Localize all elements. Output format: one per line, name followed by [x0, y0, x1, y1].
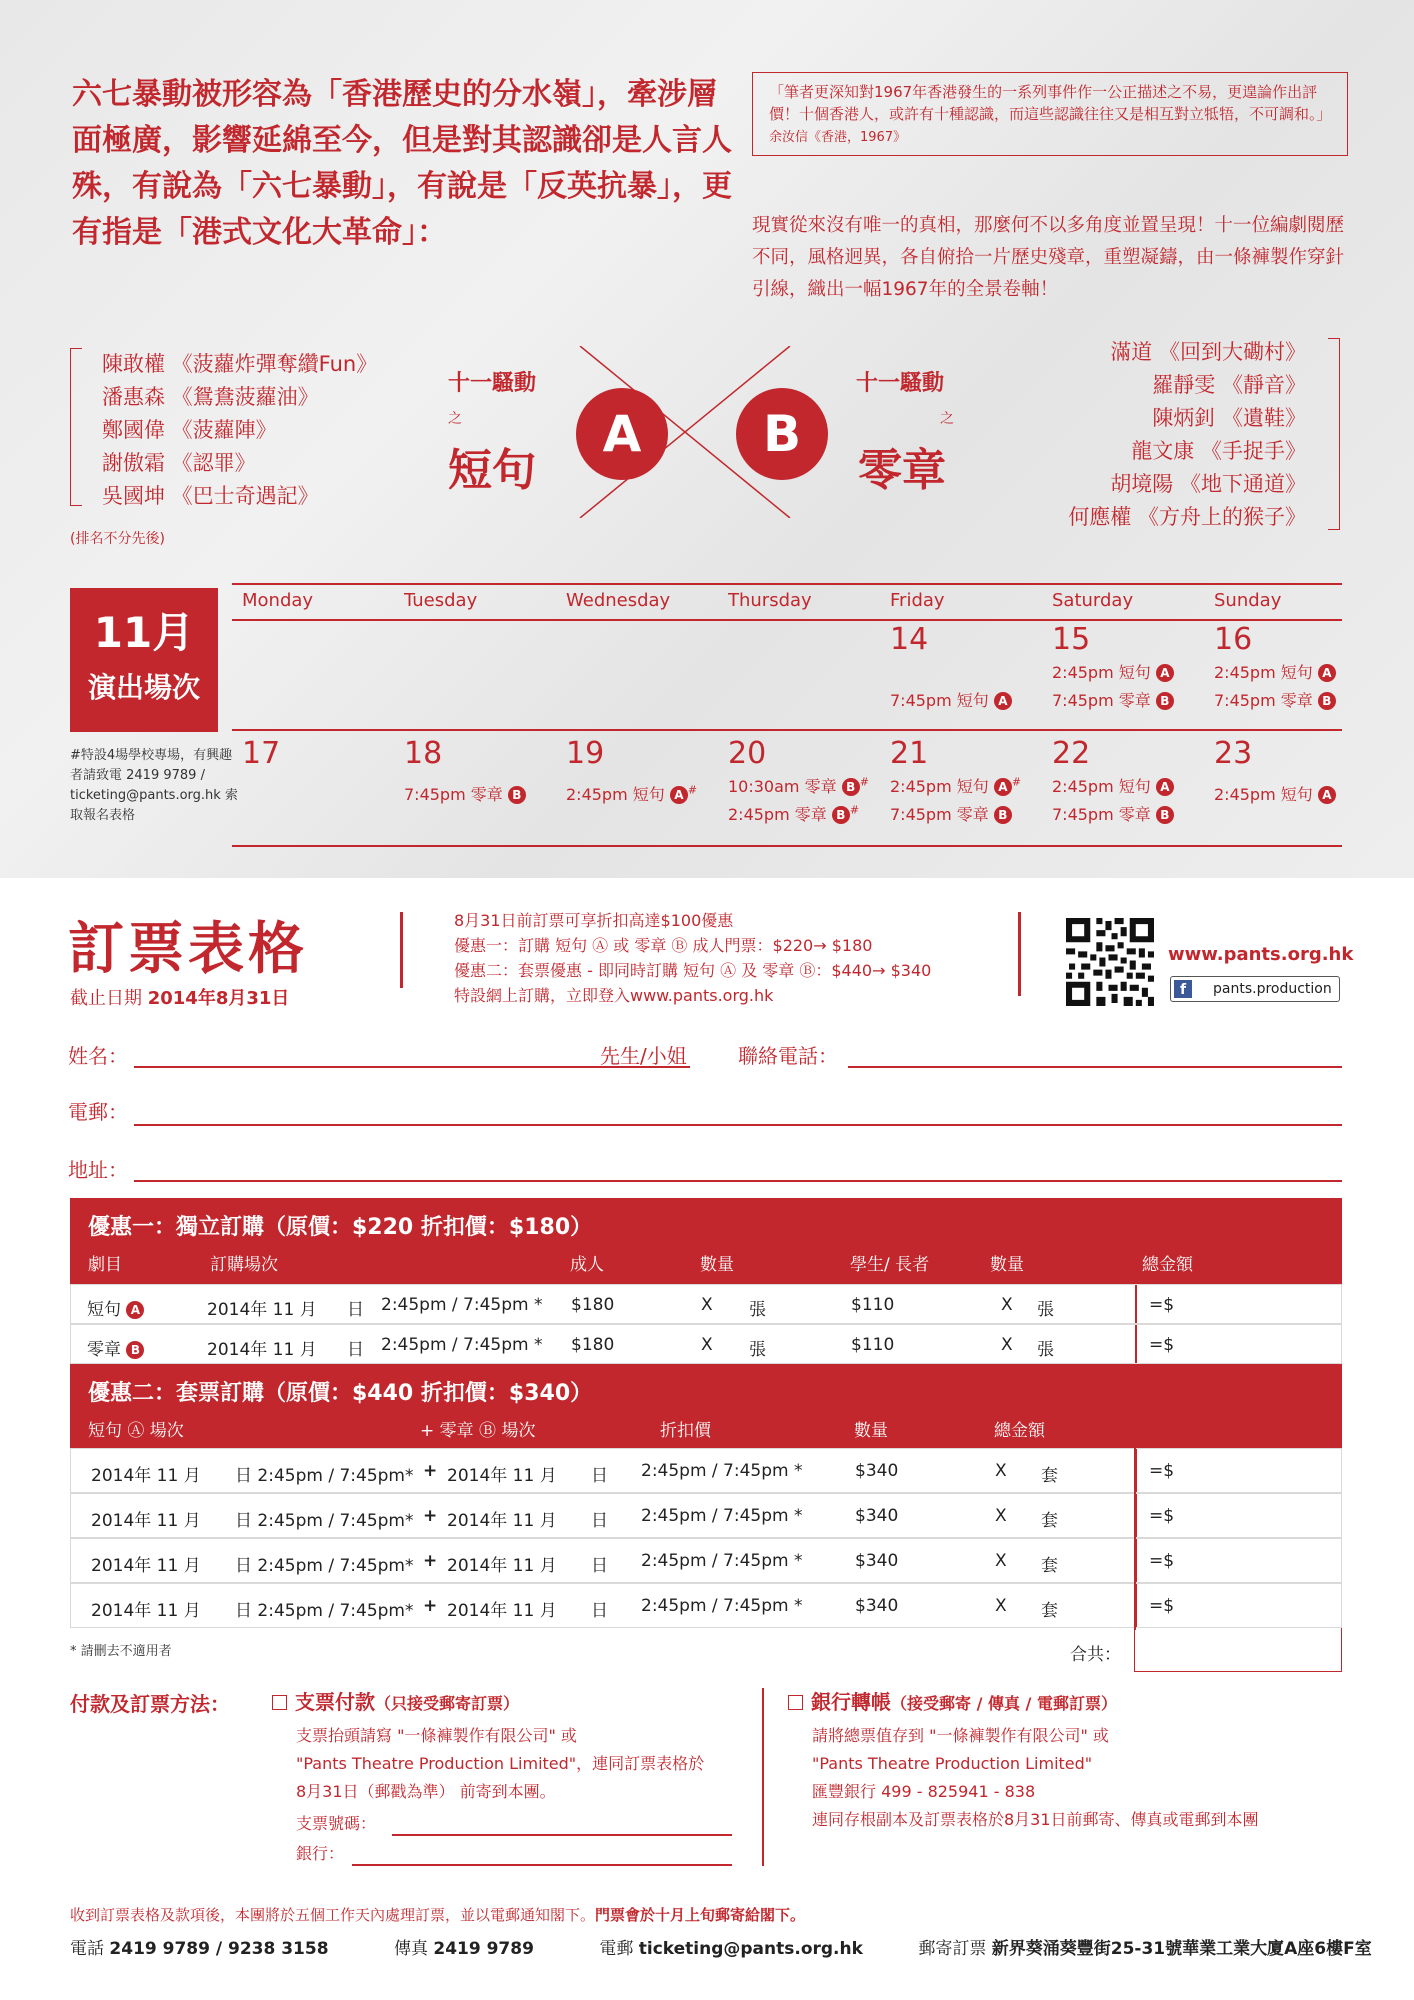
- footer-note-text: 收到訂票表格及款項後，本團將於五個工作天內處理訂票，並以電郵通知閣下。: [70, 1906, 596, 1924]
- row-unit: 套: [1041, 1511, 1058, 1531]
- calendar-session[interactable]: [404, 782, 526, 805]
- month-label: 11月: [93, 608, 195, 657]
- row-time-a: 日 2:45pm / 7:45pm*: [235, 1556, 414, 1576]
- calendar-date: 23: [1214, 736, 1253, 771]
- row-total: =$: [1149, 1551, 1175, 1571]
- row-day-b: 日: [591, 1556, 608, 1576]
- row-adult-price: $180: [571, 1295, 615, 1315]
- calendar-date: 21: [890, 736, 929, 771]
- calendar-session[interactable]: [1052, 688, 1174, 711]
- session-mark: B: [508, 786, 526, 804]
- row-time-b: 2:45pm / 7:45pm *: [641, 1461, 803, 1481]
- show-a-zhi: 之: [448, 411, 462, 427]
- total-divider: [1134, 1448, 1136, 1630]
- bank-label: 銀行：: [296, 1844, 345, 1863]
- row-time-a: 日 2:45pm / 7:45pm*: [235, 1511, 414, 1531]
- session-mark: A: [1318, 786, 1336, 804]
- work-item: 胡境陽 《地下通道》: [1110, 472, 1306, 496]
- show-b-zhi: 之: [940, 411, 954, 427]
- qr-code-icon[interactable]: [1066, 918, 1154, 1006]
- calendar-session[interactable]: [890, 802, 1012, 825]
- deadline-label: 截止日期: [70, 988, 142, 1009]
- session-time: 7:45pm 零章: [890, 805, 989, 824]
- table-row: [70, 1284, 1342, 1324]
- email-contact-label: 電郵: [599, 1939, 634, 1959]
- session-time: 7:45pm 零章: [1052, 805, 1151, 824]
- deadline-date: 2014年8月31日: [147, 988, 290, 1009]
- row-price: $340: [855, 1461, 899, 1481]
- row-x: X: [995, 1596, 1007, 1616]
- title-suffix: 先生/小姐: [600, 1044, 687, 1068]
- session-time: 2:45pm 短句: [1052, 663, 1151, 682]
- day-header: Monday: [242, 590, 314, 611]
- calendar-date: 17: [242, 736, 281, 771]
- calendar-date: 19: [566, 736, 605, 771]
- row-time-a: 日 2:45pm / 7:45pm*: [235, 1601, 414, 1621]
- session-mark: A: [1156, 664, 1174, 682]
- school-note: #特設4場學校專場，有興趣者請致電 2419 9789 / ticketing@pants.org.hk 索取報名表格: [70, 748, 238, 823]
- transfer-title: 銀行轉帳: [811, 1690, 891, 1714]
- show-a-badge: A: [576, 388, 668, 480]
- offer1-header: 成人: [570, 1255, 604, 1275]
- session-mark: B: [1156, 692, 1174, 710]
- facebook-icon: f: [1174, 980, 1192, 998]
- row-x: X: [1001, 1295, 1013, 1315]
- row-total: =$: [1149, 1506, 1175, 1526]
- transfer-option[interactable]: [788, 1688, 1117, 1718]
- show-a-pre: 十一騷動: [448, 371, 537, 396]
- calendar-session[interactable]: [890, 688, 1012, 711]
- divider-1: [400, 912, 403, 988]
- quote-box: [752, 72, 1348, 156]
- bank-field[interactable]: [352, 1864, 732, 1866]
- offer-line: 優惠二：套票優惠 - 即同時訂購 短句 Ⓐ 及 零章 Ⓑ：$440→ $340: [454, 961, 932, 980]
- row-total-divider: [1135, 1285, 1137, 1323]
- offer2-header-qty: 數量: [854, 1421, 888, 1441]
- offer1-header: 總金額: [1142, 1255, 1193, 1275]
- row-date-b: 2014年 11 月: [447, 1466, 557, 1486]
- row-unit: 套: [1041, 1466, 1058, 1486]
- transfer-note: （接受郵寄 / 傳真 / 電郵訂票）: [891, 1694, 1117, 1713]
- works-a-list: [102, 348, 377, 513]
- calendar-session[interactable]: [1214, 782, 1336, 805]
- day-header: Thursday: [728, 590, 812, 611]
- offer2-header-price: 折扣價: [660, 1421, 711, 1441]
- email-field[interactable]: [134, 1124, 1342, 1126]
- row-plus: +: [423, 1506, 438, 1526]
- fax-label: 傳真: [393, 1939, 428, 1959]
- session-mark: B: [832, 806, 850, 824]
- cheque-note: （只接受郵寄訂票）: [375, 1694, 520, 1713]
- address-label: 地址：: [68, 1158, 128, 1182]
- day-header: Friday: [890, 590, 945, 611]
- table-row: [70, 1448, 1342, 1493]
- phone-label: 聯絡電話：: [738, 1044, 838, 1068]
- name-label: 姓名：: [68, 1044, 128, 1068]
- cheque-option[interactable]: [272, 1688, 519, 1718]
- calendar-session[interactable]: [1214, 688, 1336, 711]
- transfer-line: "Pants Theatre Production Limited": [812, 1754, 1093, 1773]
- offer1-header: 數量: [700, 1255, 734, 1275]
- month-subtitle: 演出場次: [87, 671, 200, 704]
- row-show-mark: A: [126, 1301, 144, 1319]
- cheque-line: 8月31日（郵戳為準） 前寄到本團。: [296, 1782, 556, 1801]
- row-date-b: 2014年 11 月: [447, 1556, 557, 1576]
- row-x: X: [701, 1335, 713, 1355]
- table-row: [70, 1493, 1342, 1538]
- offer1-header: 訂購場次: [210, 1255, 278, 1275]
- tel-label: 電話: [70, 1939, 104, 1959]
- row-price: $340: [855, 1506, 899, 1526]
- offer1-header: 數量: [990, 1255, 1024, 1275]
- row-unit: 套: [1041, 1556, 1058, 1576]
- row-plus: +: [423, 1551, 438, 1571]
- facebook-link[interactable]: [1170, 976, 1340, 1002]
- month-box: [70, 588, 218, 732]
- offer2-header-a: 短句 Ⓐ 場次: [88, 1421, 184, 1441]
- row-price: $340: [855, 1551, 899, 1571]
- calendar-session[interactable]: [1052, 660, 1174, 683]
- row-time-b: 2:45pm / 7:45pm *: [641, 1596, 803, 1616]
- reality-text: 現實從來沒有唯一的真相，那麼何不以多角度並置呈現！十一位編劇閱歷不同，風格迥異，各自俯拾一片歷史殘章，重塑凝鑄，由一條褲製作穿針引線，織出一幅1967年的全景卷軸！: [752, 215, 1345, 300]
- day-header: Sunday: [1214, 590, 1282, 611]
- work-item: 滿道 《回到大磡村》: [1110, 340, 1306, 364]
- row-total: =$: [1149, 1335, 1175, 1355]
- row-time: 2:45pm / 7:45pm *: [381, 1295, 543, 1315]
- row-show-name: 短句: [87, 1300, 121, 1320]
- show-b-pre: 十一騷動: [856, 371, 945, 396]
- transfer-instructions: [812, 1722, 1259, 1834]
- day-header: Tuesday: [404, 590, 478, 611]
- transfer-line: 匯豐銀行 499 - 825941 - 838: [812, 1782, 1036, 1801]
- offer1-header: 學生/ 長者: [850, 1255, 930, 1275]
- day-header: Saturday: [1052, 590, 1134, 611]
- fax: 2419 9789: [433, 1939, 534, 1959]
- session-mark: B: [1318, 692, 1336, 710]
- calendar-header-line: [232, 619, 1342, 621]
- session-time: 7:45pm 零章: [1214, 691, 1313, 710]
- payment-label: 付款及訂票方法：: [70, 1692, 230, 1716]
- quote-text: 「筆者更深知對1967年香港發生的一系列事件作一公正描述之不易，更遑論作出評價！十個香港人，或許有十種認識，而這些認識往往又是相互對立牴牾，不可調和。」: [769, 83, 1332, 123]
- footer-note: [70, 1904, 805, 1925]
- works-b-list: [1068, 336, 1306, 534]
- mail-address: 新界葵涌葵豐街25-31號華業工業大廈A座6樓F室: [991, 1939, 1372, 1959]
- session-time: 2:45pm 短句: [1052, 777, 1151, 796]
- session-mark: A: [1318, 664, 1336, 682]
- row-day-b: 日: [591, 1511, 608, 1531]
- row-unit: 張: [749, 1340, 766, 1360]
- row-x: X: [995, 1506, 1007, 1526]
- payment-divider: [762, 1688, 764, 1866]
- cheque-no-field[interactable]: [392, 1834, 732, 1836]
- row-unit: 張: [749, 1300, 766, 1320]
- mail-label: 郵寄訂票: [918, 1939, 987, 1959]
- row-unit: 套: [1041, 1601, 1058, 1621]
- row-x: X: [1001, 1335, 1013, 1355]
- work-item: 鄭國偉 《菠蘿陣》: [102, 418, 277, 442]
- offer1-band: [70, 1198, 1342, 1284]
- session-school-mark: #: [1011, 775, 1022, 789]
- deadline: [70, 984, 289, 1010]
- form-title: 訂票表格: [68, 917, 308, 982]
- calendar-mid-line: [232, 729, 1342, 731]
- tel[interactable]: 2419 9789 / 9238 3158: [109, 1939, 329, 1959]
- work-item: 潘惠森 《鴛鴦菠蘿油》: [102, 385, 319, 409]
- calendar-date: 18: [404, 736, 443, 771]
- session-time: 7:45pm 零章: [1052, 691, 1151, 710]
- quote-author: 余汝信《香港，1967》: [769, 130, 907, 145]
- transfer-line: 連同存根副本及訂票表格於8月31日前郵寄、傳真或電郵到本團: [812, 1810, 1259, 1829]
- row-time: 2:45pm / 7:45pm *: [381, 1335, 543, 1355]
- work-item: 陳炳釗 《遺鞋》: [1152, 406, 1306, 430]
- facebook-label: pants.production: [1213, 981, 1332, 997]
- transfer-checkbox[interactable]: [788, 1695, 803, 1710]
- row-price: $340: [855, 1596, 899, 1616]
- session-school-mark: #: [849, 803, 860, 817]
- row-date-a: 2014年 11 月: [91, 1511, 201, 1531]
- session-mark: B: [994, 806, 1012, 824]
- show-b-name: 零章: [858, 445, 946, 496]
- row-day-b: 日: [591, 1466, 608, 1486]
- session-time: 2:45pm 短句: [1214, 785, 1313, 804]
- address-field[interactable]: [134, 1180, 1342, 1182]
- offer1-title: 優惠一：獨立訂購（原價：$220 折扣價：$180）: [88, 1215, 593, 1240]
- show-b-badge: B: [736, 388, 828, 480]
- day-header: Wednesday: [566, 590, 671, 611]
- calendar-session[interactable]: [566, 782, 697, 805]
- row-unit: 張: [1037, 1300, 1054, 1320]
- session-school-mark: #: [859, 775, 869, 789]
- calendar-session[interactable]: [890, 774, 1021, 797]
- session-time: 7:45pm 零章: [404, 785, 503, 804]
- offer2-title: 優惠二：套票訂購（原價：$440 折扣價：$340）: [88, 1381, 593, 1406]
- work-item: 陳敢權 《菠蘿炸彈奪纘Fun》: [102, 352, 378, 376]
- work-item: 龍文康 《手捉手》: [1131, 439, 1306, 463]
- footnote: * 請刪去不適用者: [70, 1644, 172, 1659]
- contact-bar: [70, 1934, 1372, 1959]
- row-date-a: 2014年 11 月: [91, 1556, 201, 1576]
- row-total: =$: [1149, 1596, 1175, 1616]
- work-item: 謝傲霜 《認罪》: [102, 451, 256, 475]
- session-mark: A: [1156, 778, 1174, 796]
- row-total: =$: [1149, 1295, 1175, 1315]
- row-time-b: 2:45pm / 7:45pm *: [641, 1506, 803, 1526]
- sum-field[interactable]: [1134, 1628, 1342, 1672]
- row-show-mark: B: [126, 1341, 144, 1359]
- session-mark: A: [670, 786, 688, 804]
- table-row: [70, 1583, 1342, 1628]
- row-show: [87, 1295, 144, 1320]
- calendar-top-line: [232, 583, 1342, 585]
- row-date: 2014年 11 月: [207, 1300, 317, 1320]
- session-time: 2:45pm 短句: [566, 785, 665, 804]
- cheque-instructions: [296, 1722, 704, 1806]
- offer2-header-b: + 零章 Ⓑ 場次: [420, 1421, 536, 1441]
- row-plus: +: [423, 1596, 438, 1616]
- calendar-session[interactable]: [728, 802, 859, 825]
- table-row: [70, 1538, 1342, 1583]
- calendar-date: 20: [728, 736, 767, 771]
- session-school-mark: #: [687, 783, 698, 797]
- row-total: =$: [1149, 1461, 1175, 1481]
- work-item: 何應權 《方舟上的猴子》: [1068, 505, 1306, 529]
- calendar-session[interactable]: [1214, 660, 1336, 683]
- row-show: [87, 1335, 144, 1360]
- table-row: [70, 1324, 1342, 1364]
- top-section: [0, 0, 1414, 878]
- works-a-note: (排名不分先後): [70, 531, 165, 547]
- row-plus: +: [423, 1461, 438, 1481]
- row-time-a: 日 2:45pm / 7:45pm*: [235, 1466, 414, 1486]
- row-student-price: $110: [851, 1335, 895, 1355]
- row-date-a: 2014年 11 月: [91, 1466, 201, 1486]
- calendar-date: 14: [890, 622, 929, 657]
- row-student-price: $110: [851, 1295, 895, 1315]
- session-time: 10:30am 零章: [728, 777, 837, 796]
- calendar-date: 22: [1052, 736, 1091, 771]
- offer1-header: 劇目: [88, 1255, 122, 1275]
- calendar-bottom-line: [232, 845, 1342, 847]
- bracket-left: [70, 348, 82, 506]
- session-mark: B: [842, 778, 860, 796]
- session-time: 2:45pm 零章: [728, 805, 827, 824]
- calendar-date: 15: [1052, 622, 1091, 657]
- row-x: X: [995, 1461, 1007, 1481]
- row-x: X: [995, 1551, 1007, 1571]
- row-date-b: 2014年 11 月: [447, 1511, 557, 1531]
- session-mark: A: [994, 778, 1012, 796]
- offer-line: 特設網上訂購，立即登入www.pants.org.hk: [454, 986, 774, 1005]
- offer-line: 8月31日前訂票可享折扣高達$100優惠: [454, 911, 734, 930]
- email-label: 電郵：: [68, 1100, 128, 1124]
- row-x: X: [701, 1295, 713, 1315]
- sum-label: 合共：: [1070, 1645, 1121, 1665]
- cheque-title: 支票付款: [295, 1690, 375, 1714]
- row-day: 日: [347, 1340, 364, 1360]
- session-time: 7:45pm 短句: [890, 691, 989, 710]
- row-unit: 張: [1037, 1340, 1054, 1360]
- intro-text: 六七暴動被形容為「香港歷史的分水嶺」，牽涉層面極廣，影響延綿至今，但是對其認識卻是人言人殊，有說為「六七暴動」，有說是「反英抗暴」，更有指是「港式文化大革命」：: [72, 77, 732, 250]
- phone-field[interactable]: [848, 1066, 1342, 1068]
- work-item: 羅靜雯 《靜音》: [1152, 373, 1306, 397]
- footer-note-bold: 門票會於十月上旬郵寄給閣下。: [595, 1906, 806, 1924]
- cheque-checkbox[interactable]: [272, 1695, 287, 1710]
- row-show-name: 零章: [87, 1340, 121, 1360]
- website-link[interactable]: www.pants.org.hk: [1168, 944, 1354, 965]
- session-mark: A: [994, 692, 1012, 710]
- calendar-session[interactable]: [1052, 802, 1174, 825]
- row-date-b: 2014年 11 月: [447, 1601, 557, 1621]
- calendar-session[interactable]: [728, 774, 869, 797]
- show-a-name: 短句: [448, 445, 536, 496]
- row-date: 2014年 11 月: [207, 1340, 317, 1360]
- offer-line: 優惠一：訂購 短句 Ⓐ 或 零章 Ⓑ 成人門票：$220→ $180: [454, 936, 873, 955]
- row-day: 日: [347, 1300, 364, 1320]
- offer2-band: [70, 1364, 1342, 1450]
- calendar-session[interactable]: [1052, 774, 1174, 797]
- work-item: 吳國坤 《巴士奇遇記》: [102, 484, 319, 508]
- email-contact[interactable]: ticketing@pants.org.hk: [638, 1939, 863, 1959]
- calendar-date: 16: [1214, 622, 1253, 657]
- divider-2: [1018, 912, 1021, 996]
- row-date-a: 2014年 11 月: [91, 1601, 201, 1621]
- row-time-b: 2:45pm / 7:45pm *: [641, 1551, 803, 1571]
- session-time: 2:45pm 短句: [1214, 663, 1313, 682]
- cheque-line: "Pants Theatre Production Limited"，連同訂票表格於: [296, 1754, 705, 1773]
- offer2-header-total: 總金額: [994, 1421, 1045, 1441]
- transfer-line: 請將總票值存到 "一條褲製作有限公司" 或: [812, 1726, 1109, 1745]
- row-day-b: 日: [591, 1601, 608, 1621]
- bracket-right: [1328, 338, 1340, 530]
- row-adult-price: $180: [571, 1335, 615, 1355]
- session-time: 2:45pm 短句: [890, 777, 989, 796]
- session-mark: B: [1156, 806, 1174, 824]
- cheque-no-label: 支票號碼：: [296, 1814, 377, 1833]
- offer-lines: [454, 908, 931, 1008]
- row-total-divider: [1135, 1325, 1137, 1363]
- cheque-line: 支票抬頭請寫 "一條褲製作有限公司" 或: [296, 1726, 577, 1745]
